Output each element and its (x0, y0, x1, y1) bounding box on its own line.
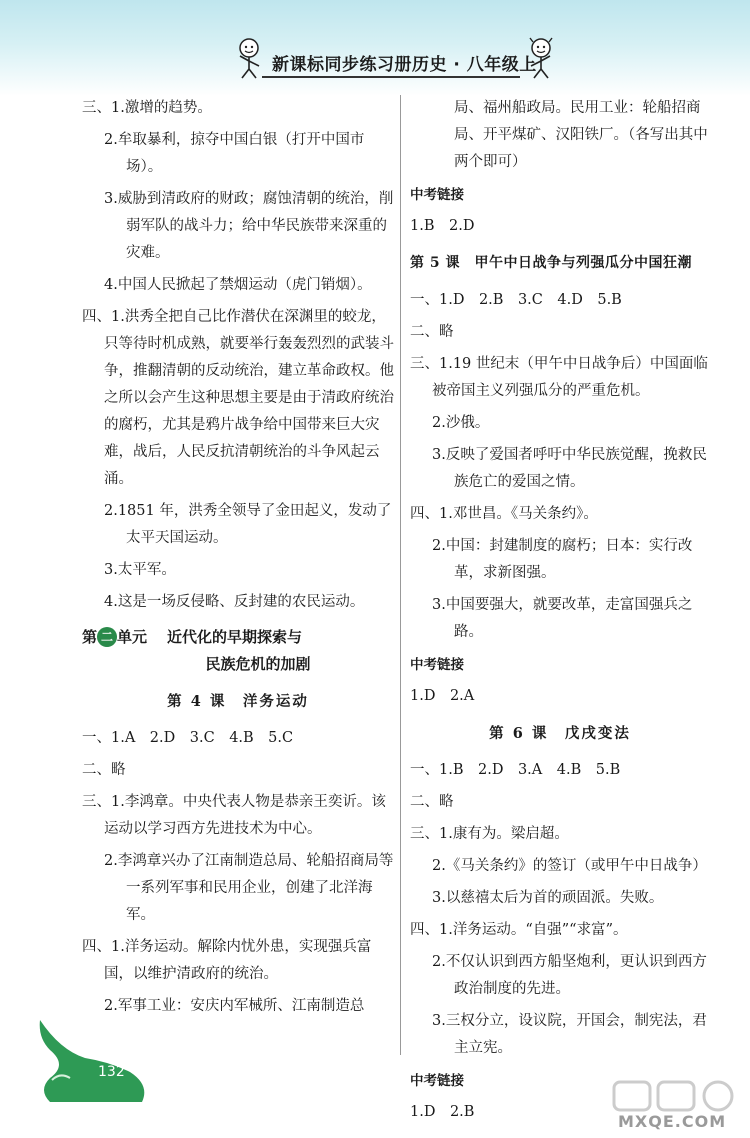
answer-item: 2.1851 年，洪秀全领导了金田起义，发动了太平天国运动。 (104, 503, 392, 546)
unit-title-line2: 民族危机的加剧 (205, 655, 311, 673)
answer-item: 2.军事工业：安庆内军械所、江南制造总 (104, 998, 365, 1014)
answer-item: 3.太平军。 (104, 562, 176, 578)
answer-item: 四、1.邓世昌。《马关条约》。 (410, 506, 598, 522)
answer-item: 1.D 2.A (410, 688, 475, 704)
lesson-title: 第 4 课 洋务运动 (167, 693, 309, 710)
answer-item: 三、1.19 世纪末（甲午中日战争后）中国面临被帝国主义列强瓜分的严重危机。 (410, 356, 708, 399)
book-title: 新课标同步练习册历史 · 八年级上 (272, 55, 537, 75)
lesson-title: 第 6 课 戊戌变法 (489, 725, 631, 742)
answer-item: 4.中国人民掀起了禁烟运动（虎门销烟）。 (104, 277, 372, 293)
answer-item: 四、1.洋务运动。“自强”“求富”。 (410, 922, 628, 938)
answer-item: 二、略 (82, 762, 126, 778)
section-label: 中考链接 (410, 1073, 464, 1089)
header-rule (262, 76, 520, 78)
left-column (82, 95, 394, 1025)
unit-title-line1: 近代化的早期探索与 (167, 628, 303, 646)
cartoon-kid-icon (232, 36, 266, 80)
answer-item: 2.不仅认识到西方船坚炮利，更认识到西方政治制度的先进。 (432, 954, 707, 997)
answer-item: 3.中国要强大，就要改革，走富国强兵之路。 (432, 597, 693, 640)
answer-item: 2.《马关条约》的签订（或甲午中日战争） (432, 858, 707, 874)
column-divider (400, 95, 401, 1055)
answer-item: 1.B 2.D (410, 218, 475, 234)
answer-item: 三、1.李鸿章。中央代表人物是恭亲王奕䜣。该运动以学习西方先进技术为中心。 (82, 794, 386, 837)
page-number: 132 (98, 1064, 125, 1080)
answer-item: 3.威胁到清政府的财政；腐蚀清朝的统治，削弱军队的战斗力；给中华民族带来深重的灾难。 (104, 191, 394, 261)
answer-item: 3.以慈禧太后为首的顽固派。失败。 (432, 890, 664, 906)
watermark-logo-icon (612, 1080, 742, 1114)
section-label: 中考链接 (410, 187, 464, 203)
answer-item: 3.三权分立，设议院，开国会，制宪法，君主立宪。 (432, 1013, 707, 1056)
unit-heading (82, 624, 394, 678)
answer-item: 3.反映了爱国者呼吁中华民族觉醒，挽救民族危亡的爱国之情。 (432, 447, 707, 490)
answer-item: 四、1.洋务运动。解除内忧外患，实现强兵富国，以维护清政府的统治。 (82, 939, 372, 982)
answer-item: 2.李鸿章兴办了江南制造总局、轮船招商局等一系列军事和民用企业，创建了北洋海军。 (104, 853, 394, 923)
answer-item: 4.这是一场反侵略、反封建的农民运动。 (104, 594, 365, 610)
answer-item: 四、1.洪秀全把自己比作潜伏在深渊里的蛟龙，只等待时机成熟，就要举行轰轰烈烈的武装斗争，推翻清朝的反动统治，建立革命政权。他之所以会产生这种思想主要是由于清政府统治的腐朽，尤其是鸦片战争给中国带来巨大灾难，战后，人民反抗清朝统治的斗争风起云涌。 (82, 309, 394, 487)
answer-item: 三、1.激增的趋势。 (82, 100, 212, 116)
answer-item: 一、1.B 2.D 3.A 4.B 5.B (410, 762, 621, 778)
answer-item: 2.中国：封建制度的腐朽；日本：实行改革，求新图强。 (432, 538, 693, 581)
answer-item: 三、1.康有为。梁启超。 (410, 826, 569, 842)
answer-item: 一、1.A 2.D 3.C 4.B 5.C (82, 730, 294, 746)
answer-item: 一、1.D 2.B 3.C 4.D 5.B (410, 292, 622, 308)
answer-continuation: 局、福州船政局。民用工业：轮船招商局、开平煤矿、汉阳铁厂。（各写出其中两个即可） (454, 100, 708, 170)
header-band (0, 0, 750, 96)
answer-item: 2.沙俄。 (432, 415, 490, 431)
unit-prefix: 第 (82, 628, 98, 646)
answer-item: 2.牟取暴利，掠夺中国白银（打开中国市场）。 (104, 132, 365, 175)
unit-suffix: 单元 (117, 628, 148, 646)
section-label: 中考链接 (410, 657, 464, 673)
lesson-title: 第 5 课 甲午中日战争与列强瓜分中国狂潮 (410, 255, 692, 271)
right-column (410, 95, 710, 1131)
page-cloud-icon (30, 1010, 160, 1110)
answer-item: 二、略 (410, 324, 454, 340)
answer-item: 二、略 (410, 794, 454, 810)
unit-number-badge: 二 (97, 627, 117, 647)
answer-item: 1.D 2.B (410, 1104, 475, 1120)
watermark-domain: MXQE.COM (618, 1112, 727, 1131)
